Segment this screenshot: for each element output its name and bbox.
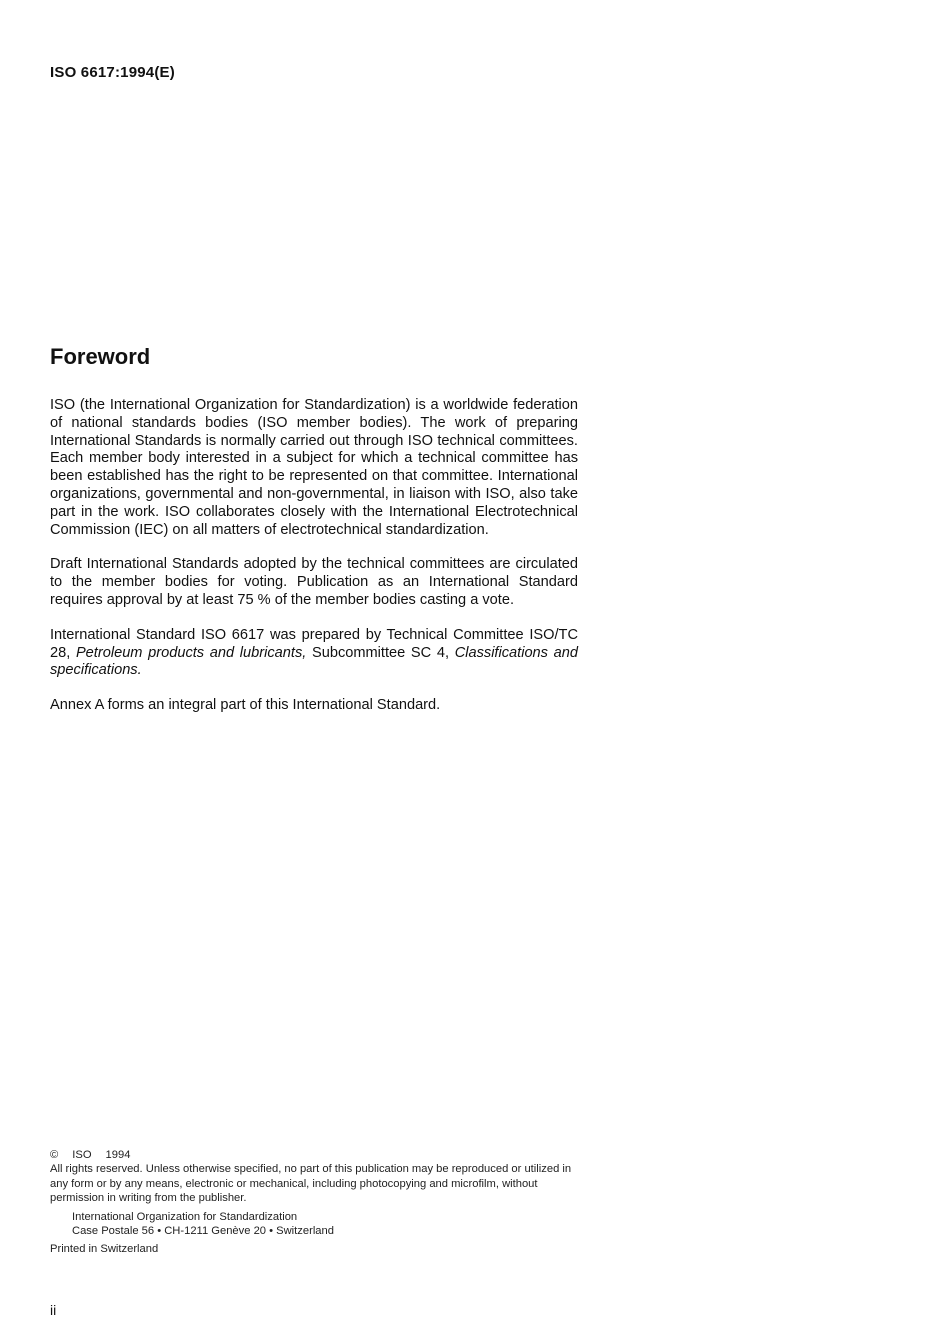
copyright-line <box>50 1148 580 1162</box>
copyright-symbol: © <box>50 1149 59 1161</box>
foreword-body <box>50 397 578 732</box>
paragraph-preparation <box>50 627 578 680</box>
paragraph-annex: Annex A forms an integral part of this International Standard. <box>50 697 441 714</box>
preparation-text-1: International Standard ISO 6617 was prepared by Technical Committee ISO/TC 28, <box>50 626 578 661</box>
committee-name: Petroleum products and lubricants, <box>75 644 307 661</box>
subcommittee-name: Classifications and specifications. <box>50 644 578 679</box>
publisher-postal: Case Postale 56 • CH-1211 Genève 20 • Switzerland <box>72 1225 334 1238</box>
copyright-org: ISO <box>72 1149 92 1161</box>
paragraph-iso-description: ISO (the International Organization for Standardization) is a worldwide federation of national standards bodies (ISO member bodies). The work of preparing International Standards is normally carried out through ISO technical committees. Each member body interested in a subject for which a technical committee has been established has the right to be represented on that committee. International organizations, governmental and non-governmental, in liaison with ISO, also take part in the work. ISO collaborates closely with the International Electrotechnical Commission (IEC) on all matters of electrotechnical standardization. <box>50 397 578 538</box>
paragraph-draft-standards: Draft International Standards adopted by the technical committees are circulated to the member bodies for voting. Publication as an International Standard requires approval by at least 75 % of the member bodies casting a vote. <box>50 556 578 608</box>
publisher-name: International Organization for Standardization <box>72 1210 298 1223</box>
copyright-year: 1994 <box>105 1149 131 1161</box>
section-title: Foreword <box>50 344 151 369</box>
printed-location: Printed in Switzerland <box>50 1243 159 1256</box>
copyright-footer <box>50 1148 580 1257</box>
document-id: ISO 6617:1994(E) <box>50 64 175 81</box>
rights-statement: All rights reserved. Unless otherwise specified, no part of this publication may be reproduced or utilized in any form or by any means, electronic or mechanical, including photocopying and microfilm, without permission in writing from the publisher. <box>50 1163 572 1205</box>
page-number: ii <box>50 1302 57 1318</box>
publisher-address <box>50 1210 580 1239</box>
preparation-text-2: Subcommittee SC 4, <box>306 644 455 661</box>
